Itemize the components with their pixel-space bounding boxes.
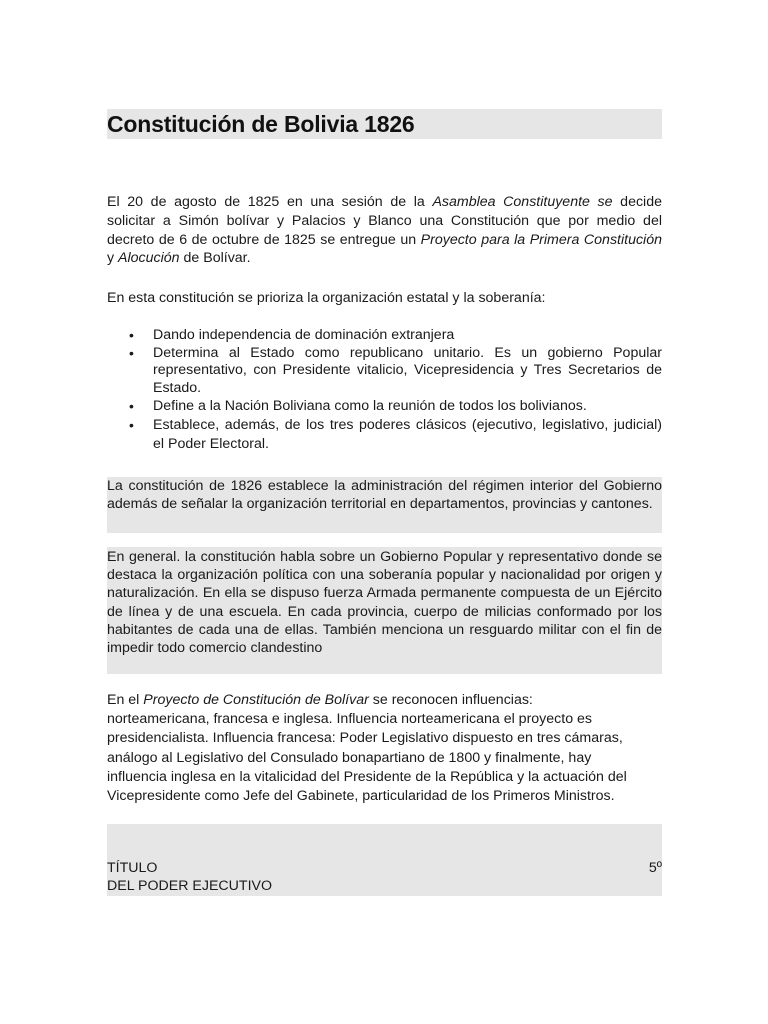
italic-run: Proyecto de Constitución de Bolívar — [143, 692, 369, 708]
administration-paragraph: La constitución de 1826 establece la administración del régimen interior del Gobierno además de señalar la organización territorial en departamentos, provincias y cantones. — [107, 478, 662, 513]
bullet-icon: • — [129, 398, 134, 415]
priorities-paragraph: En esta constitución se prioriza la organización estatal y la soberanía: — [107, 290, 546, 306]
text-run: Vicepresidente como Jefe del Gabinete, particularidad de los Primeros Ministros. — [107, 788, 615, 805]
list-item — [129, 326, 662, 345]
text-run: decide solicitar a Simón bolívar y Palacios y Blanco una Constitución que por medio del decreto de 6 de octubre de 1825 se entregue un — [107, 194, 662, 248]
section-subtitle: DEL PODER EJECUTIVO — [107, 878, 273, 894]
list-item-text: Dando independencia de dominación extranjera — [153, 327, 455, 343]
text-run: de Bolívar. — [179, 250, 251, 267]
list-item — [129, 344, 662, 397]
text-run: presidencialista. Influencia francesa: Poder Legislativo dispuesto en tres cámaras, — [107, 730, 623, 747]
text-run: norteamericana, francesa e inglesa. Influencia norteamericana el proyecto es — [107, 711, 593, 728]
bullet-icon: • — [129, 344, 134, 361]
section-heading: TÍTULO — [107, 860, 158, 876]
text-run: análogo al Legislativo del Consulado bonapartiano de 1800 y finalmente, hay — [107, 749, 592, 766]
text-run: y — [107, 250, 119, 267]
italic-run: Asamblea Constituyente se — [432, 194, 613, 210]
text-run: El 20 de agosto de 1825 en una sesión de la — [107, 194, 433, 210]
document-title: Constitución de Bolivia 1826 — [107, 111, 415, 137]
intro-paragraph — [107, 193, 662, 268]
list-item-text: Establece, además, de los tres poderes clásicos (ejecutivo, legislativo, judicial) el Poder Electoral. — [153, 416, 662, 452]
text-run: se reconocen influencias: — [368, 692, 533, 708]
influences-paragraph — [107, 691, 662, 806]
bullet-icon: • — [129, 416, 134, 433]
section-number: 5º — [648, 860, 662, 876]
list-item — [129, 397, 662, 416]
bullet-icon: • — [129, 327, 134, 343]
list-item-text: Determina al Estado como republicano unitario. Es un gobierno Popular representativo, con Presidente vitalicio, Vicepresidencia y Tres Secretarios de Estado. — [153, 344, 662, 396]
italic-run: Proyecto para la Primera Constitución — [420, 231, 662, 248]
general-paragraph: En general. la constitución habla sobre un Gobierno Popular y representativo donde se destaca la organización política con una soberanía popular y nacionalidad por origen y naturalización. En ella se dispuso fuerza Armada permanente compuesta de un Ejército de línea y de una escuela. En cada provincia, cuerpo de milicias conformado por los habitantes de cada una de ellas. También menciona un resguardo militar con el fin de impedir todo comercio clandestino — [107, 549, 662, 657]
list-item — [129, 416, 662, 454]
italic-run: Alocución — [118, 250, 180, 267]
list-item-text: Define a la Nación Boliviana como la reunión de todos los bolivianos. — [153, 398, 587, 415]
text-run: En el — [107, 692, 144, 708]
text-run: influencia inglesa en la vitalicidad del Presidente de la República y la actuación del — [107, 768, 627, 785]
bullet-list — [107, 326, 662, 453]
